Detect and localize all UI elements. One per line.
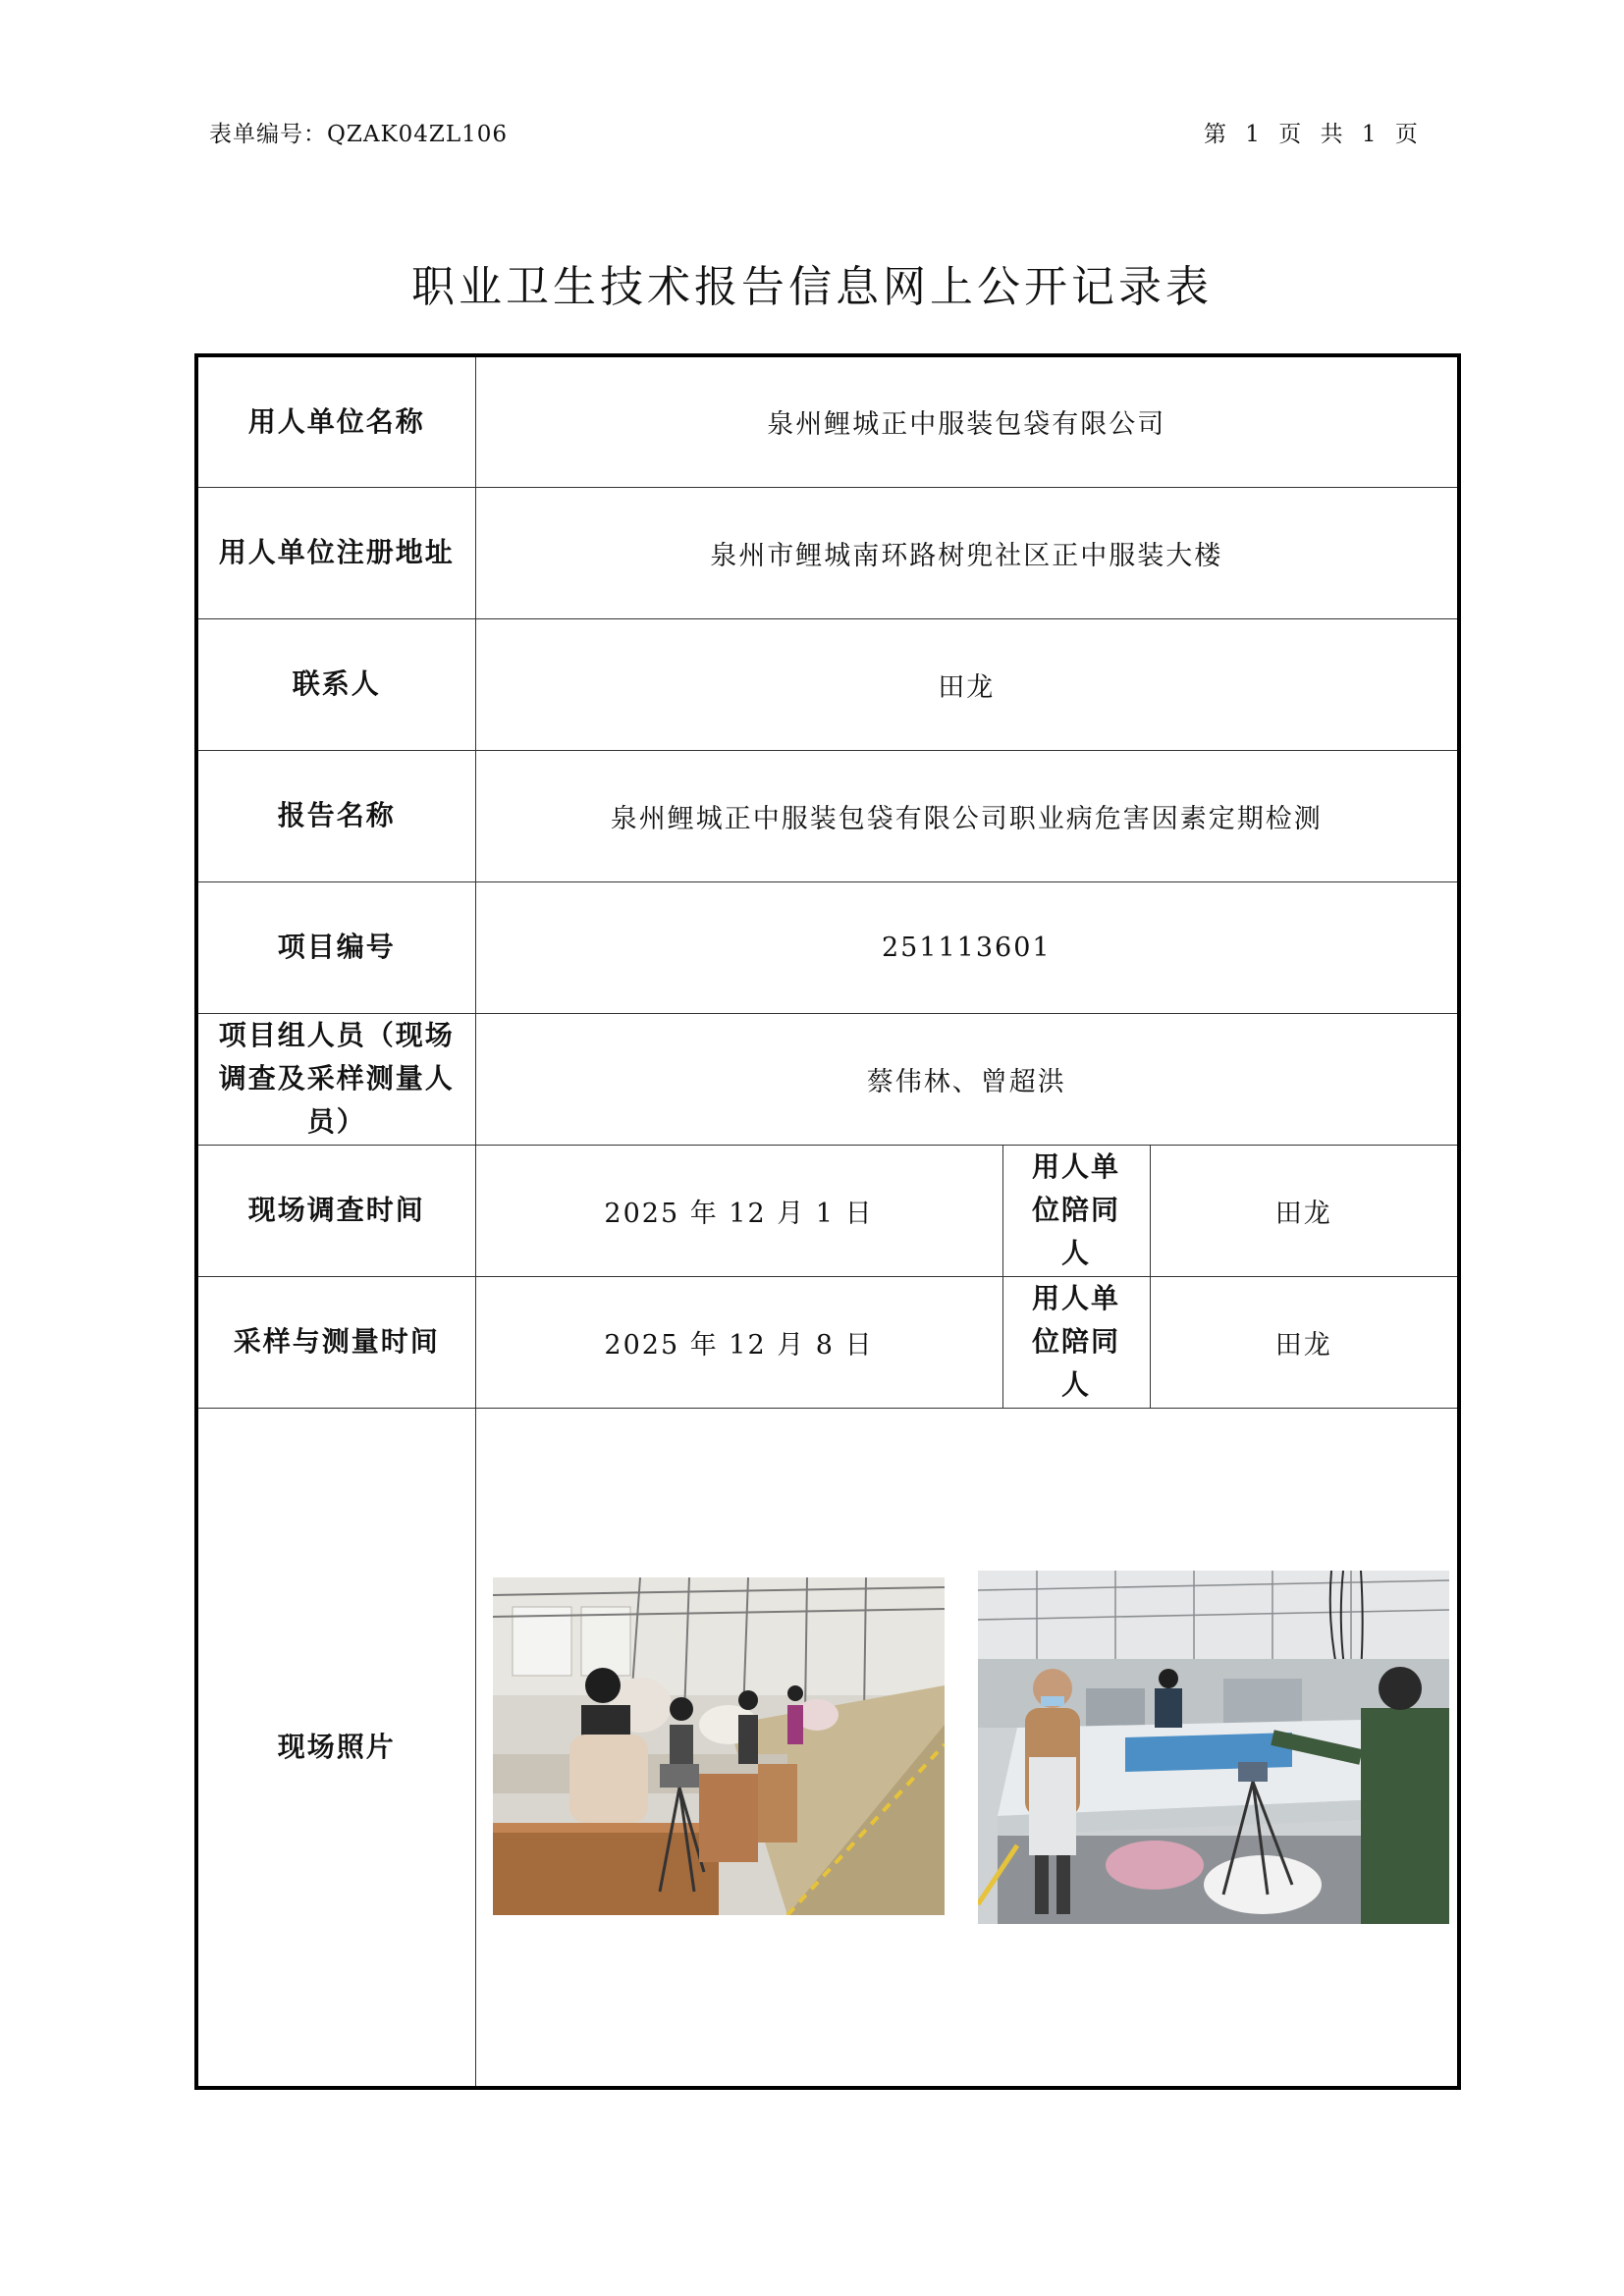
site-photo-sewing-workshop [493,1577,945,1915]
cutting-workshop-image [978,1571,1449,1924]
row-employer-name [196,355,1459,487]
row-site-photos [196,1408,1459,2088]
row-survey-time [196,1145,1459,1276]
report-name-value: 泉州鲤城正中服装包袋有限公司职业病危害因素定期检测 [475,750,1459,881]
photos-container [476,1409,1458,2086]
employer-name-value: 泉州鲤城正中服装包袋有限公司 [475,355,1459,487]
site-photos-label: 现场照片 [196,1408,475,2088]
employer-address-value: 泉州市鲤城南环路树兜社区正中服装大楼 [475,487,1459,618]
site-photos-cell [475,1408,1459,2088]
row-contact [196,618,1459,750]
project-number-value: 251113601 [475,881,1459,1013]
survey-time-label: 现场调查时间 [196,1145,475,1276]
page-indicator: 第 1 页 共 1 页 [1204,122,1419,147]
row-team-members [196,1013,1459,1145]
record-table [194,353,1461,2090]
sampling-escort-value: 田龙 [1150,1276,1459,1408]
sampling-escort-label: 用人单位陪同人 [1002,1276,1150,1408]
row-project-number [196,881,1459,1013]
sampling-time-label: 采样与测量时间 [196,1276,475,1408]
sewing-workshop-image [493,1577,945,1915]
employer-name-label: 用人单位名称 [196,355,475,487]
row-employer-address [196,487,1459,618]
site-photo-cutting-workshop [978,1571,1449,1924]
sampling-time-value: 2025 年 12 月 8 日 [475,1276,1002,1408]
survey-escort-value: 田龙 [1150,1145,1459,1276]
team-members-value: 蔡伟林、曾超洪 [475,1013,1459,1145]
row-sampling-time [196,1276,1459,1408]
project-number-label: 项目编号 [196,881,475,1013]
survey-escort-label: 用人单位陪同人 [1002,1145,1150,1276]
contact-value: 田龙 [475,618,1459,750]
team-members-label: 项目组人员（现场调查及采样测量人员） [196,1013,475,1145]
form-number: 表单编号：QZAK04ZL106 [209,122,509,147]
survey-time-value: 2025 年 12 月 1 日 [475,1145,1002,1276]
employer-address-label: 用人单位注册地址 [196,487,475,618]
row-report-name [196,750,1459,881]
document-title: 职业卫生技术报告信息网上公开记录表 [411,262,1213,312]
contact-label: 联系人 [196,618,475,750]
report-name-label: 报告名称 [196,750,475,881]
